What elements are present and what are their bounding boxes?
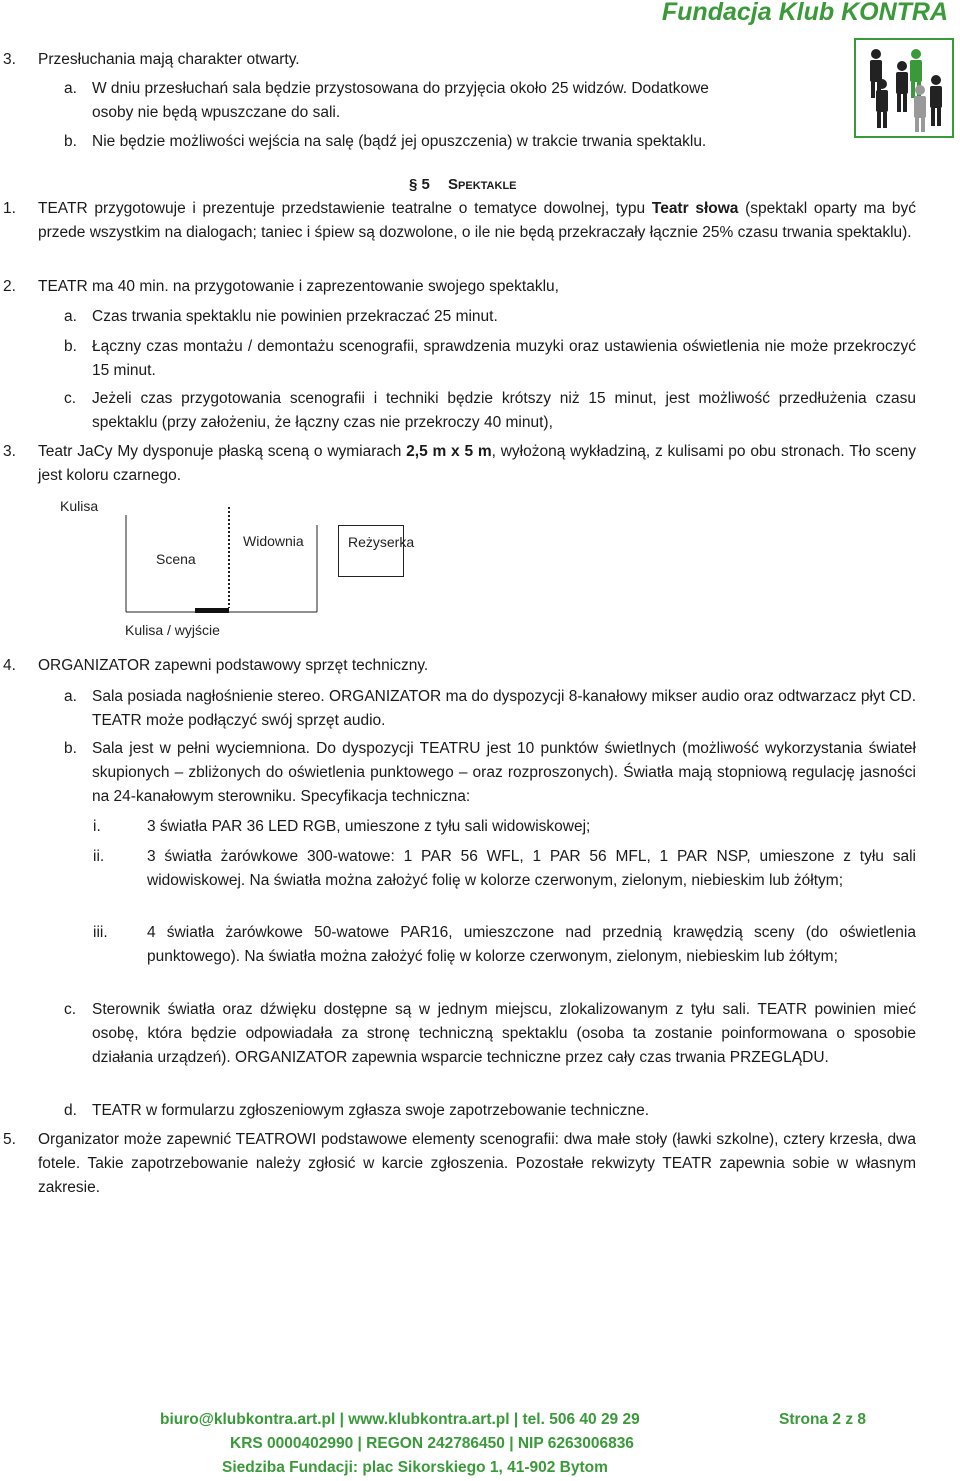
intro-subitem-a-line2: osoby nie będą wpuszczane do sali. [92, 104, 341, 121]
intro-subitem-b: Nie będzie możliwości wejścia na salę (bądź jej opuszczenia) w trakcie trwania spektaklu. [92, 133, 707, 150]
item-number: 3. [3, 443, 16, 460]
subitem-letter: b. [64, 338, 77, 355]
diagram-control-room [338, 525, 415, 577]
p4-subitem-c: Sterownik światła oraz dźwięku dostępne są w jednym miejscu, zlokalizowanym z tyłu sali. TEATR powinien mieć osobę, która będzie odpowiadała za stronę techniczną spektaklu (osoba ta zostanie poinformowana o sposobie działania urządzeń). ORGANIZATOR zapewnia wsparcie techniczne przez cały czas trwania PRZEGLĄDU. [92, 1001, 916, 1066]
paragraph-2: TEATR ma 40 min. na przygotowanie i zaprezentowanie swojego spektaklu, [38, 278, 559, 295]
footer-address: Siedziba Fundacji: plac Sikorskiego 1, 41-902 Bytom [222, 1459, 608, 1476]
foundation-brand-title: Fundacja Klub KONTRA [661, 0, 948, 26]
diagram-label-kulisa: Kulisa [60, 498, 99, 514]
subitem-letter: d. [64, 1102, 77, 1119]
footer-contact: biuro@klubkontra.art.pl | www.klubkontra.art.pl | tel. 506 40 29 29 [160, 1411, 640, 1428]
people-group-icon [854, 38, 954, 138]
p1-text: TEATR przygotowuje i prezentuje przedstawienie teatralne o tematyce dowolnej, typu [38, 200, 652, 217]
p2-subitem-c: Jeżeli czas przygotowania scenografii i techniki będzie krótszy niż 15 minut, jest możliwość przedłużenia czasu spektaklu (przy założeniu, że łączny czas nie przekroczy 40 minut), [92, 390, 916, 431]
subitem-letter: a. [64, 308, 77, 325]
subitem-letter: a. [64, 688, 77, 705]
p2-subitem-b: Łączny czas montażu / demontażu scenografii, sprawdzenia muzyki oraz ustawienia oświetlenia nie może przekroczyć 15 minut. [92, 338, 916, 379]
p3-text: Teatr JaCy My dysponuje płaską sceną o wymiarach [38, 443, 407, 460]
paragraph-5: Organizator może zapewnić TEATROWI podstawowe elementy scenografii: dwa małe stoły (ławki szkolne), cztery krzesła, dwa fotele. Takie zapotrzebowanie należy zgłosić w karcie zgłoszenia. Pozostałe rekwizyty TEATR zapewnia sobie w własnym zakresie. [38, 1131, 916, 1196]
section-title: Spektakle [448, 176, 517, 193]
subitem-letter: a. [64, 80, 77, 97]
p4-spec-ii: 3 światła żarówkowe 300-watowe: 1 PAR 56 WFL, 1 PAR 56 MFL, 1 PAR NSP, umieszone z tyłu sali widowiskowej. Na światła można założyć folię w kolorze czerwonym, zielonym, niebieskim lub żółtym; [147, 848, 916, 889]
item-number: 2. [3, 278, 16, 295]
p4-spec-i: 3 światła PAR 36 LED RGB, umieszone z tyłu sali widowiskowej; [147, 818, 591, 835]
roman-numeral: i. [93, 818, 101, 835]
paragraph-4: ORGANIZATOR zapewni podstawowy sprzęt techniczny. [38, 657, 429, 674]
section-heading [409, 176, 517, 193]
diagram-label-exit: Kulisa / wyjście [125, 622, 220, 638]
diagram-label-scena: Scena [156, 551, 196, 567]
p1-text-after: (spektakl oparty ma być przede wszystkim na dialogach; taniec i śpiew są dozwolone, o ile nie będą przekraczały łącznie 25% czasu trwania spektaklu). [38, 200, 916, 241]
p2-subitem-a: Czas trwania spektaklu nie powinien przekraczać 25 minut. [92, 308, 498, 325]
p4-subitem-d: TEATR w formularzu zgłoszeniowym zgłasza swoje zapotrzebowanie techniczne. [92, 1102, 650, 1119]
item-number: 5. [3, 1131, 16, 1148]
item-number: 4. [3, 657, 16, 674]
p3-bold: 2,5 m x 5 m [406, 443, 492, 460]
footer-registry: KRS 0000402990 | REGON 242786450 | NIP 6263006836 [230, 1435, 634, 1452]
subitem-letter: c. [64, 1001, 77, 1018]
section-mark: § 5 [409, 176, 430, 193]
diagram-label-widownia: Widownia [243, 533, 304, 549]
p4-subitem-a: Sala posiada nagłośnienie stereo. ORGANIZATOR ma do dyspozycji 8-kanałowy mikser audio oraz odtwarzacz płyt CD. TEATR może podłączyć swój sprzęt audio. [92, 688, 916, 729]
item-number: 3. [3, 51, 16, 68]
subitem-letter: b. [64, 740, 77, 757]
item-number: 1. [3, 200, 16, 217]
intro-subitem-a-line1: W dniu przesłuchań sala będzie przystosowana do przyjęcia około 25 widzów. Dodatkowe [92, 80, 709, 97]
p4-subitem-b: Sala jest w pełni wyciemniona. Do dyspozycji TEATRU jest 10 punktów świetlnych (możliwość wykorzystania świateł skupionych – zbliżonych do oświetlenia punktowego – oraz rozproszonych). Światła mają stopniową regulację jasności na 24-kanałowym sterowniku. Specyfikacja techniczna: [92, 740, 916, 805]
roman-numeral: iii. [93, 924, 108, 941]
stage-diagram [60, 495, 440, 645]
paragraph-1 [38, 197, 916, 245]
diagram-label-rezyserka: Reżyserka [348, 534, 415, 550]
p1-bold: Teatr słowa [651, 200, 739, 217]
intro-item-text: Przesłuchania mają charakter otwarty. [38, 51, 300, 68]
paragraph-3 [38, 440, 916, 488]
p3-text-after: , wyłożoną wykładziną, z kulisami po obu stronach. Tło sceny jest koloru czarnego. [38, 443, 917, 484]
subitem-letter: b. [64, 133, 77, 150]
p4-spec-iii: 4 światła żarówkowe 50-watowe PAR16, umieszczone nad przednią krawędzią sceny (do oświetlenia punktowego). Na światła można założyć folię w kolorze czerwonym, zielonym, niebieskim lub żółtym; [147, 924, 916, 965]
subitem-letter: c. [64, 390, 77, 407]
footer-page-number: Strona 2 z 8 [779, 1411, 866, 1428]
roman-numeral: ii. [93, 848, 105, 865]
